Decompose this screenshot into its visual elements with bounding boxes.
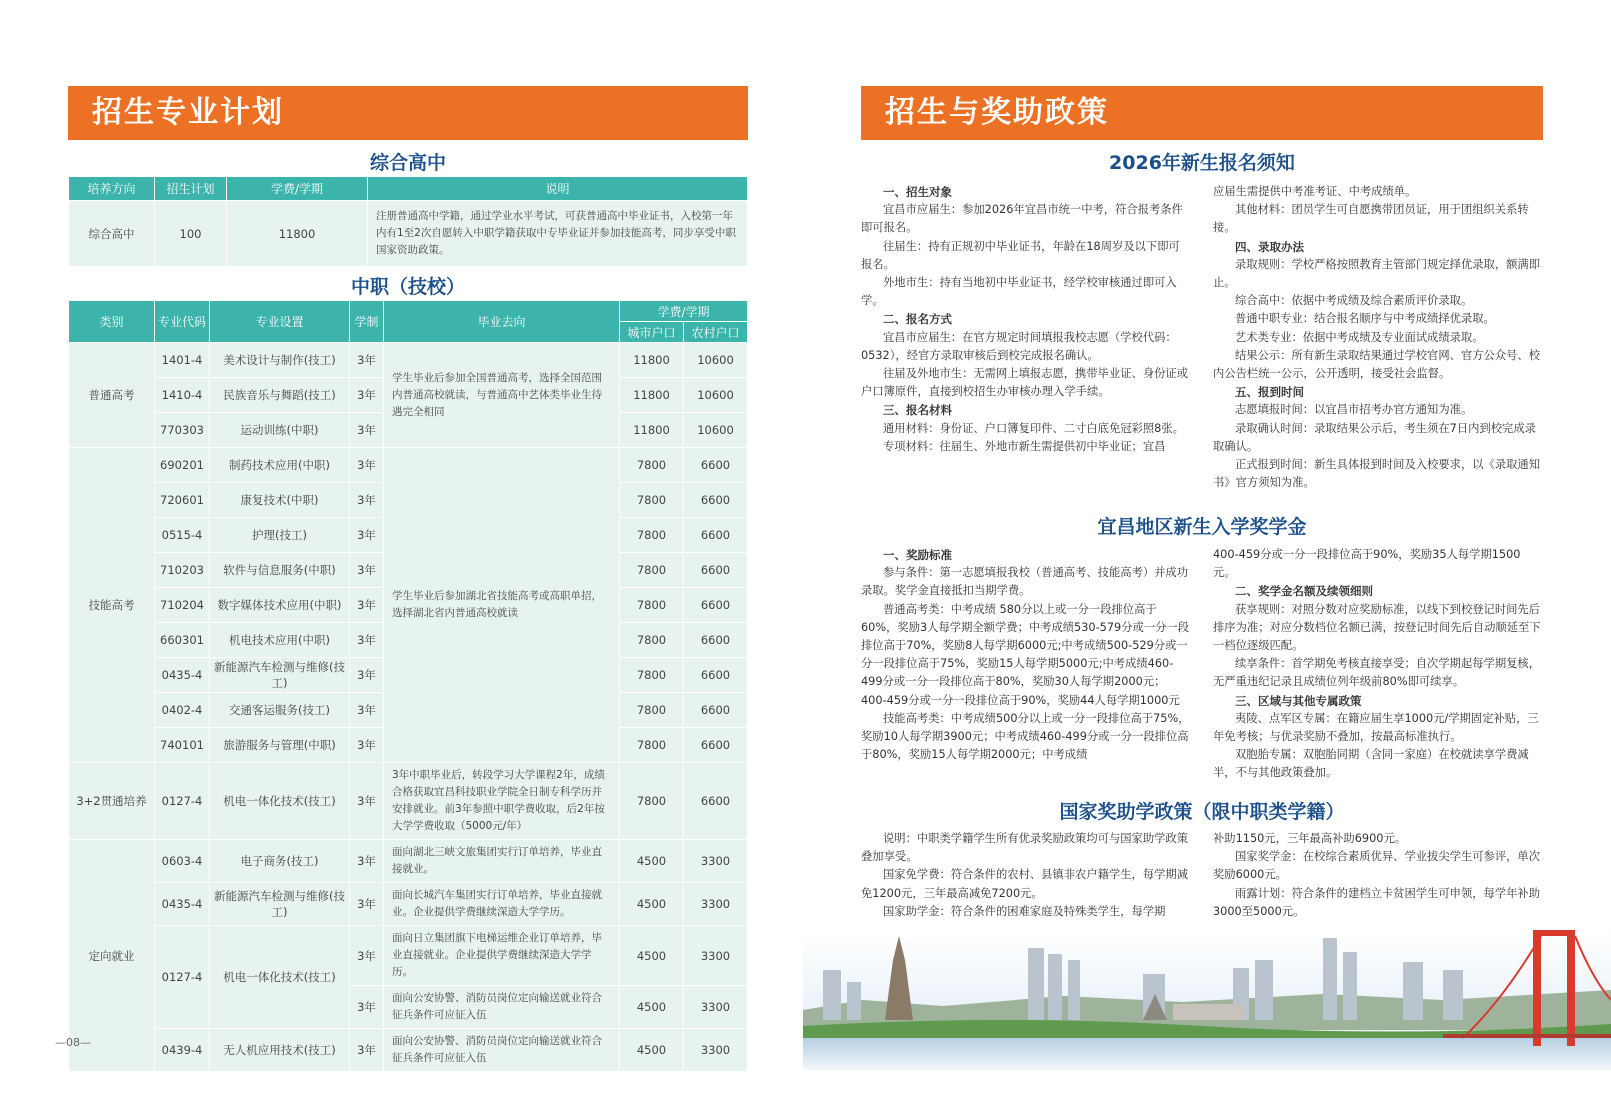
fee-city: 11800 xyxy=(620,378,684,413)
page-number: —08— xyxy=(55,1036,91,1049)
dest-directed: 面向日立集团旗下电梯运维企业订单培养，毕业直接就业。企业提供学费继续深造大学学历。 xyxy=(384,926,620,986)
fee-city: 7800 xyxy=(620,728,684,763)
paragraph: 宜昌市应届生：参加2026年宜昌市统一中考，符合报考条件即可报名。 xyxy=(861,203,1183,235)
fee-rural: 6600 xyxy=(684,623,748,658)
subheading: 三、区域与其他专属政策 xyxy=(1235,693,1362,708)
registration-col-2 xyxy=(1213,183,1543,492)
years: 3年 xyxy=(350,763,384,840)
fee-rural: 3300 xyxy=(684,986,748,1029)
dest-skill: 学生毕业后参加湖北省技能高考或高职单招，选择湖北省内普通高校就读 xyxy=(384,448,620,763)
cell-direction: 综合高中 xyxy=(69,201,155,267)
years: 3年 xyxy=(350,728,384,763)
fee-rural: 3300 xyxy=(684,840,748,883)
paragraph: 录取规则：学校严格按照教育主管部门规定择优录取，额满即止。 xyxy=(1213,257,1541,290)
major: 运动训练(中职) xyxy=(210,413,350,448)
subheading: 一、奖励标准 xyxy=(883,548,952,562)
fee-rural: 10600 xyxy=(684,378,748,413)
section-title-vocational: 中职（技校） xyxy=(350,276,465,298)
paragraph: 续享条件：首学期免考核直接享受；自次学期起每学期复核，无严重违纪记录且成绩位列年级前80%即可续享。 xyxy=(1213,657,1541,689)
fee-city: 7800 xyxy=(620,448,684,483)
cell-plan: 100 xyxy=(155,201,227,267)
fee-rural: 6600 xyxy=(684,518,748,553)
years: 3年 xyxy=(350,343,384,378)
fee-rural: 6600 xyxy=(684,483,748,518)
paragraph: 宜昌市应届生：在官方规定时间填报我校志愿（学校代码：0532），经官方录取审核后到校完成报名确认。 xyxy=(861,330,1177,362)
th-direction: 培养方向 xyxy=(69,177,155,201)
code: 0435-4 xyxy=(155,883,210,926)
years: 3年 xyxy=(350,1029,384,1072)
dest-regular: 学生毕业后参加全国普通高考，选择全国范围内普通高校就读，与普通高中艺体类毕业生待遇完全相同 xyxy=(384,343,620,448)
paragraph: 综合高中：依据中考成绩及综合素质评价录取。 xyxy=(1235,294,1473,308)
th-category: 类别 xyxy=(69,301,155,343)
fee-city: 4500 xyxy=(620,840,684,883)
scholarship-col-2 xyxy=(1213,546,1543,783)
major: 机电一体化技术(技工) xyxy=(210,926,350,1029)
th-major: 专业设置 xyxy=(210,301,350,343)
fee-city: 11800 xyxy=(620,343,684,378)
years: 3年 xyxy=(350,926,384,986)
fee-city: 7800 xyxy=(620,763,684,840)
subheading: 五、报到时间 xyxy=(1235,385,1304,400)
table-row xyxy=(69,883,748,926)
major: 无人机应用技术(技工) xyxy=(210,1029,350,1072)
cat-3plus2: 3+2贯通培养 xyxy=(69,763,155,840)
table-row xyxy=(69,1029,748,1072)
major: 旅游服务与管理(中职) xyxy=(210,728,350,763)
fee-city: 11800 xyxy=(620,413,684,448)
th-plan: 招生计划 xyxy=(155,177,227,201)
fee-city: 4500 xyxy=(620,986,684,1029)
left-banner: 招生专业计划 xyxy=(68,86,748,140)
section-title-scholarship: 宜昌地区新生入学奖学金 xyxy=(1097,516,1307,538)
code: 770303 xyxy=(155,413,210,448)
paragraph: 往届及外地市生：无需网上填报志愿，携带毕业证、身份证或户口簿原件，直接到校招生办审核办理入学手续。 xyxy=(861,367,1189,399)
major: 数字媒体技术应用(中职) xyxy=(210,588,350,623)
subheading: 一、招生对象 xyxy=(883,185,952,199)
code: 0439-4 xyxy=(155,1029,210,1072)
city-skyline-image xyxy=(803,930,1611,1070)
paragraph: 获享规则：对照分数对应奖励标准，以线下到校登记时间先后排序为准；对应分数档位名额已满，按登记时间先后自动顺延至下一档位逐级匹配。 xyxy=(1213,602,1541,653)
years: 3年 xyxy=(350,986,384,1029)
major: 机电技术应用(中职) xyxy=(210,623,350,658)
paragraph: 普通高考类：中考成绩 580分以上或一分一段排位高于60%，奖励3人每学期全额学费；中考成绩530-579分或一分一段排位高于70%，奖励8人每学期6000元;中考成绩500-529分或一分一段排位高于75%，奖励15人每学期5000元;中考成绩460-499分或一分一段排位高于80%，奖励30人每学期2000元；400-459分或一分一段排位高于90%，奖励44人每学期1000元 xyxy=(861,602,1190,707)
dest-3plus2: 3年中职毕业后，转段学习大学课程2年，成绩合格获取宜昌科技职业学院全日制专科学历并安排就业。前3年参照中职学费收取，后2年按大学学费收取（5000元/年） xyxy=(384,763,620,840)
fee-rural: 6600 xyxy=(684,658,748,693)
table-row xyxy=(69,763,748,840)
code: 0127-4 xyxy=(155,926,210,1029)
code: 1410-4 xyxy=(155,378,210,413)
fee-city: 4500 xyxy=(620,926,684,986)
fee-city: 7800 xyxy=(620,483,684,518)
fee-city: 7800 xyxy=(620,518,684,553)
major: 制药技术应用(中职) xyxy=(210,448,350,483)
cell-fee: 11800 xyxy=(227,201,368,267)
paragraph: 双胞胎专属：双胞胎同期（含同一家庭）在校就读享学费减半，不与其他政策叠加。 xyxy=(1213,748,1529,780)
dest-directed: 面向公安协警、消防员岗位定向输送就业符合征兵条件可应征入伍 xyxy=(384,1029,620,1072)
fee-rural: 6600 xyxy=(684,728,748,763)
scholarship-col-1 xyxy=(861,546,1191,764)
major: 护理(技工) xyxy=(210,518,350,553)
code: 0515-4 xyxy=(155,518,210,553)
subheading: 四、录取办法 xyxy=(1235,239,1304,254)
code: 0127-4 xyxy=(155,763,210,840)
paragraph: 普通中职专业：结合报名顺序与中考成绩择优录取。 xyxy=(1235,312,1495,326)
code: 710203 xyxy=(155,553,210,588)
paragraph: 外地市生：持有当地初中毕业证书，经学校审核通过即可入学。 xyxy=(861,276,1177,308)
years: 3年 xyxy=(350,378,384,413)
th-years: 学制 xyxy=(350,301,384,343)
years: 3年 xyxy=(350,413,384,448)
fee-rural: 6600 xyxy=(684,553,748,588)
years: 3年 xyxy=(350,518,384,553)
fee-rural: 6600 xyxy=(684,448,748,483)
th-rural: 农村户口 xyxy=(684,322,748,343)
paragraph: 其他材料：团员学生可自愿携带团员证，用于团组织关系转接。 xyxy=(1213,203,1529,235)
table-row xyxy=(69,840,748,883)
code: 720601 xyxy=(155,483,210,518)
paragraph: 雨露计划：符合条件的建档立卡贫困学生可申领，每学年补助3000至5000元。 xyxy=(1213,886,1541,918)
paragraph: 夷陵、点军区专属：在籍应届生享1000元/学期固定补贴，三年免考核；与优录奖励不叠加，按最高标准执行。 xyxy=(1213,711,1539,744)
fee-rural: 10600 xyxy=(684,413,748,448)
code: 660301 xyxy=(155,623,210,658)
subheading: 二、奖学金名额及续领细则 xyxy=(1235,584,1373,599)
cat-regular: 普通高考 xyxy=(69,343,155,448)
th-code: 专业代码 xyxy=(155,301,210,343)
paragraph: 专项材料：往届生、外地市新生需提供初中毕业证；宜昌 xyxy=(883,439,1166,453)
major: 康复技术(中职) xyxy=(210,483,350,518)
years: 3年 xyxy=(350,693,384,728)
major: 美术设计与制作(技工) xyxy=(210,343,350,378)
national-aid-col-2 xyxy=(1213,830,1543,921)
years: 3年 xyxy=(350,623,384,658)
fee-city: 7800 xyxy=(620,553,684,588)
dest-directed: 面向湖北三峡文旅集团实行订单培养，毕业直接就业。 xyxy=(384,840,620,883)
th-fee: 学费/学期 xyxy=(227,177,368,201)
cat-directed: 定向就业 xyxy=(69,840,155,1072)
paragraph: 通用材料：身份证、户口簿复印件、二寸白底免冠彩照8张。 xyxy=(883,421,1184,435)
major: 新能源汽车检测与维修(技工) xyxy=(210,658,350,693)
paragraph: 国家奖学金：在校综合素质优异、学业拔尖学生可参评，单次奖励6000元。 xyxy=(1213,850,1541,882)
paragraph: 志愿填报时间：以宜昌市招考办官方通知为准。 xyxy=(1235,403,1473,417)
major: 电子商务(技工) xyxy=(210,840,350,883)
fee-rural: 3300 xyxy=(684,926,748,986)
years: 3年 xyxy=(350,658,384,693)
paragraph: 艺术类专业：依据中考成绩及专业面试成绩录取。 xyxy=(1235,330,1484,344)
major: 机电一体化技术(技工) xyxy=(210,763,350,840)
years: 3年 xyxy=(350,553,384,588)
fee-rural: 6600 xyxy=(684,693,748,728)
fee-city: 7800 xyxy=(620,658,684,693)
paragraph: 正式报到时间：新生具体报到时间及入校要求，以《录取通知书》官方须知为准。 xyxy=(1213,458,1541,490)
paragraph: 国家免学费：符合条件的农村、县镇非农户籍学生，每学期减免1200元，三年最高减免7200元。 xyxy=(861,868,1189,900)
fee-rural: 6600 xyxy=(684,763,748,840)
table-row xyxy=(69,343,748,378)
fee-rural: 6600 xyxy=(684,588,748,623)
years: 3年 xyxy=(350,448,384,483)
table-row xyxy=(69,448,748,483)
years: 3年 xyxy=(350,483,384,518)
vocational-table xyxy=(68,300,748,1072)
paragraph: 往届生：持有正规初中毕业证书，年龄在18周岁及以下即可报名。 xyxy=(861,239,1180,271)
major: 软件与信息服务(中职) xyxy=(210,553,350,588)
section-title-comprehensive: 综合高中 xyxy=(369,152,446,174)
code: 1401-4 xyxy=(155,343,210,378)
paragraph: 参与条件：第一志愿填报我校（普通高考、技能高考）并成功录取。奖学金直接抵扣当期学费。 xyxy=(861,566,1189,598)
code: 0435-4 xyxy=(155,658,210,693)
paragraph: 技能高考类：中考成绩500分以上或一分一段排位高于75%，奖励10人每学期3900元；中考成绩460-499分或一分一段排位高于80%，奖励15人每学期2000元；中考成绩 xyxy=(861,711,1190,762)
years: 3年 xyxy=(350,840,384,883)
code: 690201 xyxy=(155,448,210,483)
cell-note: 注册普通高中学籍，通过学业水平考试，可获普通高中毕业证书，入校第一年内有1至2次自愿转入中职学籍获取中专毕业证并参加技能高考，同步享受中职国家资助政策。 xyxy=(368,201,748,267)
th-destination: 毕业去向 xyxy=(384,301,620,343)
fee-rural: 10600 xyxy=(684,343,748,378)
table-row xyxy=(69,201,748,267)
section-title-registration: 2026年新生报名须知 xyxy=(1109,152,1295,174)
major: 民族音乐与舞蹈(技工) xyxy=(210,378,350,413)
fee-rural: 3300 xyxy=(684,1029,748,1072)
th-tuition: 学费/学期 xyxy=(620,301,748,322)
paragraph: 说明：中职类学籍学生所有优录奖励政策均可与国家助学政策叠加享受。 xyxy=(861,832,1189,864)
fee-rural: 3300 xyxy=(684,883,748,926)
th-note: 说明 xyxy=(368,177,748,201)
paragraph: 录取确认时间：录取结果公示后，考生须在7日内到校完成录取确认。 xyxy=(1213,421,1536,453)
section-title-national-aid: 国家奖助学政策（限中职类学籍） xyxy=(1059,801,1345,823)
fee-city: 4500 xyxy=(620,1029,684,1072)
paragraph-continuation: 400-459分或一分一段排位高于90%，奖励35人每学期1500元。 xyxy=(1213,548,1521,580)
code: 0603-4 xyxy=(155,840,210,883)
comprehensive-table xyxy=(68,176,748,267)
subheading: 二、报名方式 xyxy=(883,312,952,327)
cat-skill: 技能高考 xyxy=(69,448,155,763)
fee-city: 7800 xyxy=(620,623,684,658)
major: 新能源汽车检测与维修(技工) xyxy=(210,883,350,926)
dest-directed: 面向公安协警、消防员岗位定向输送就业符合征兵条件可应征入伍 xyxy=(384,986,620,1029)
fee-city: 7800 xyxy=(620,588,684,623)
subheading: 三、报名材料 xyxy=(883,403,952,418)
years: 3年 xyxy=(350,883,384,926)
code: 740101 xyxy=(155,728,210,763)
fee-city: 4500 xyxy=(620,883,684,926)
registration-col-1 xyxy=(861,183,1191,456)
paragraph: 结果公示：所有新生录取结果通过学校官网、官方公众号、校内公告栏统一公示，公开透明，接受社会监督。 xyxy=(1213,348,1541,381)
th-city: 城市户口 xyxy=(620,322,684,343)
table-row xyxy=(69,926,748,986)
code: 0402-4 xyxy=(155,693,210,728)
national-aid-col-1 xyxy=(861,830,1191,921)
paragraph: 国家助学金：符合条件的困难家庭及特殊类学生，每学期 xyxy=(883,904,1166,918)
paragraph-continuation: 应届生需提供中考准考证、中考成绩单。 xyxy=(1213,185,1417,198)
code: 710204 xyxy=(155,588,210,623)
right-banner: 招生与奖助政策 xyxy=(861,86,1543,140)
paragraph-continuation: 补助1150元，三年最高补助6900元。 xyxy=(1213,832,1407,845)
years: 3年 xyxy=(350,588,384,623)
fee-city: 7800 xyxy=(620,693,684,728)
major: 交通客运服务(技工) xyxy=(210,693,350,728)
dest-directed: 面向长城汽车集团实行订单培养，毕业直接就业。企业提供学费继续深造大学学历。 xyxy=(384,883,620,926)
